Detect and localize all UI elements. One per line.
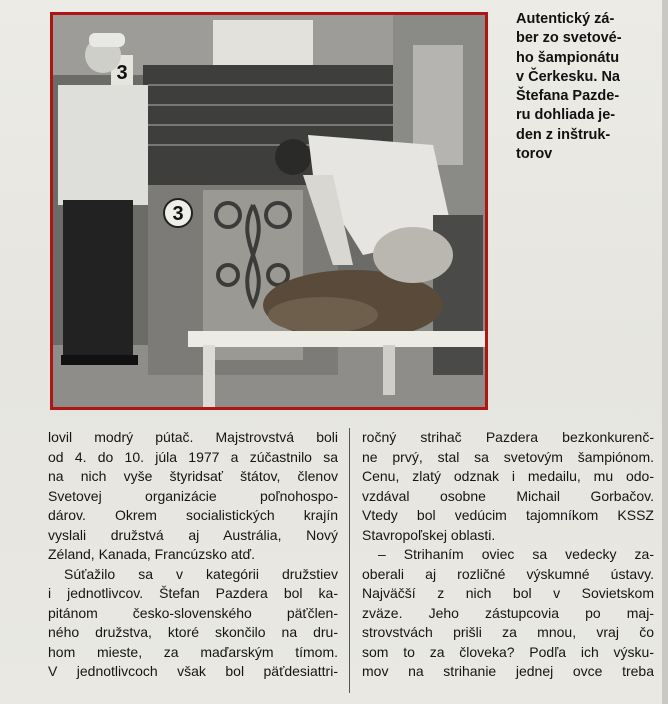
article-line: strovstvách prišli za mnou, vraj čo — [362, 624, 654, 640]
article-line: ného družstva, ktoré skončilo na dru- — [48, 624, 338, 640]
article-line: Cenu, zlatý odznak i medailu, mu odo- — [362, 468, 654, 484]
article-line: od 4. do 10. júla 1977 a zúčastnilo sa — [48, 448, 338, 465]
article-line: oberali aj rozličné výskumné ústavy. — [362, 565, 654, 582]
paper-edge — [662, 0, 668, 704]
article-column-right — [362, 428, 654, 682]
article-line: Stavropoľskej oblasti. — [362, 526, 496, 543]
caption-line: ru dohliada je- — [516, 107, 616, 124]
article-line: Súťažilo sa v kategórii družstiev — [64, 565, 338, 582]
article-line: zväze. Jeho zástupcovia po maj- — [362, 604, 654, 621]
stand-number-sign: 3 — [116, 62, 128, 84]
caption-line: den z inštruk- — [516, 126, 611, 143]
caption-line: Autentický zá- — [516, 11, 615, 27]
photo-caption — [516, 10, 654, 164]
article-line: mov na strihanie jednej ovce treba — [362, 663, 654, 679]
article-line: Zéland, Kanada, Francúzsko atď. — [48, 546, 256, 562]
column-divider — [349, 428, 350, 693]
article-line: Najväčší z nich bol v Sovietskom — [362, 585, 654, 601]
article-line: Vtedy bol vedúcim tajomníkom KSSZ — [362, 507, 654, 523]
caption-line: ho šampionátu — [516, 49, 620, 66]
article-line: hom mieste, za maďarským tímom. — [48, 643, 338, 660]
caption-line: torov — [516, 146, 553, 163]
news-photo — [50, 12, 488, 410]
article-line: ročný strihač Pazdera bezkonkurenč- — [362, 429, 654, 445]
article-column-left — [48, 428, 338, 682]
stand-number-badge: 3 — [172, 203, 184, 225]
article-line: V jednotlivcoch však bol päťdesiattri- — [48, 663, 338, 679]
article-line: na nich vyše štyridsať štátov, členov — [48, 468, 338, 484]
article-line: vyslali družstvá aj Austrália, Nový — [48, 526, 338, 543]
caption-line: ber zo svetové- — [516, 30, 622, 47]
article-line: ne prvý, stal sa svetovým šampiónom. — [362, 448, 654, 465]
article-line: dárov. Okrem socialistických krajín — [48, 507, 338, 523]
caption-line: Štefana Pazde- — [516, 88, 620, 105]
article-line: Svetovej organizácie poľnohospo- — [48, 487, 338, 504]
article-line: pitánom česko-slovenského päťčlen- — [48, 604, 338, 621]
article-line: lovil modrý pútač. Majstrovstvá boli — [48, 429, 338, 445]
sheep-shearing-photo — [53, 15, 485, 407]
caption-line: v Čerkesku. Na — [516, 68, 620, 85]
article-line: i jednotlivcov. Štefan Pazdera bol ka- — [48, 585, 338, 601]
article-line: vzdával osobne Michail Gorbačov. — [362, 487, 654, 504]
article-line: som to za človeka? Podľa ich výsku- — [362, 643, 654, 660]
article-line: – Strihaním oviec sa vedecky za- — [378, 546, 654, 562]
